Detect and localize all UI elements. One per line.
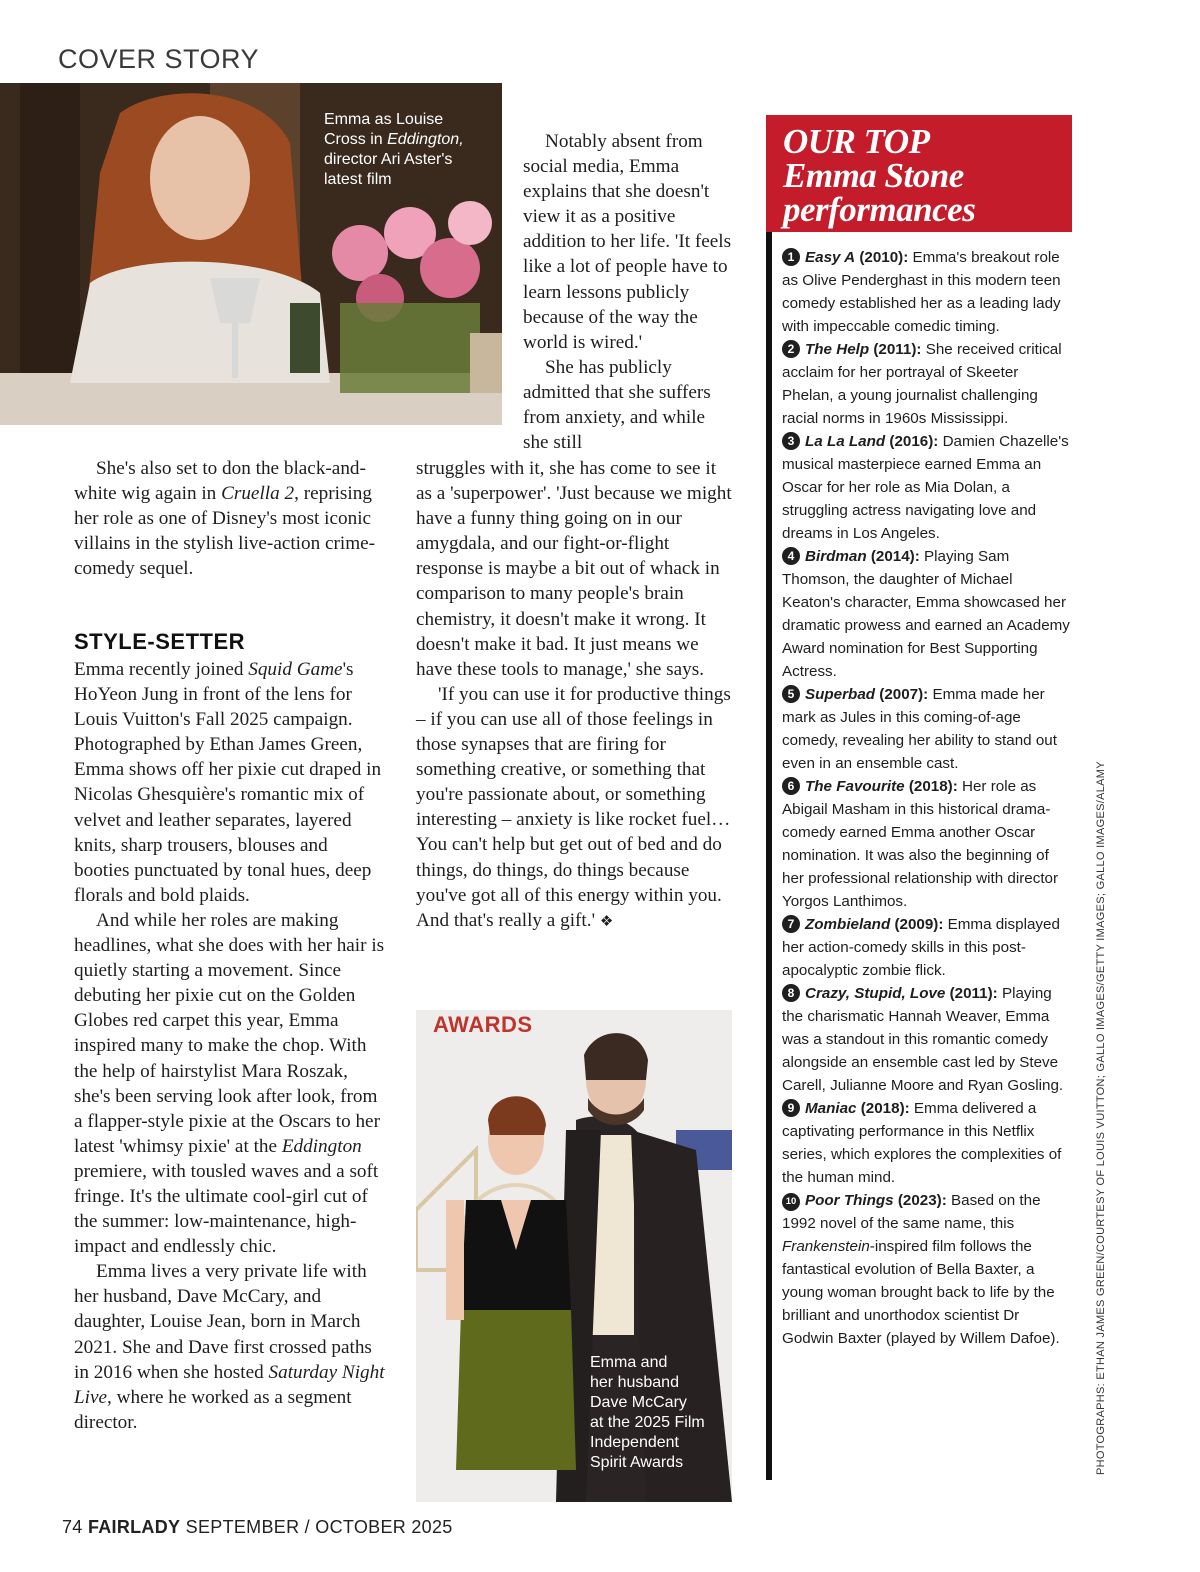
caption-line: at the 2025 Film [590,1414,705,1431]
item-text: Her role as Abigail Masham in this historical drama-comedy earned Emma another Oscar nomination. It was also the beginning of her professional relationship with director Yorgos Lanthimos. [782,778,1059,910]
article-column-b-top [523,129,735,455]
film-title: Easy A [805,249,856,266]
film-year: (2014): [866,548,920,565]
film-title: Birdman [805,548,867,565]
photo-credit: PHOTOGRAPHS: ETHAN JAMES GREEN/COURTESY OF LOUIS VUITTON; GALLO IMAGES/GETTY IMAGES; GALLO IMAGES/ALAMY [1095,761,1107,1475]
film-title: La La Land [805,433,886,450]
item-text: Emma's breakout role as Olive Penderghast in this modern teen comedy established her as a leading lady with impeccable comedic timing. [782,249,1061,335]
caption-film-title: Eddington, [387,131,464,148]
number-badge-icon: 10 [782,1193,800,1211]
sidebar-title-line: OUR TOP [783,122,930,161]
end-mark-icon: ❖ [599,911,614,930]
item-text: Damien Chazelle's musical masterpiece earned Emma an Oscar for her role as Mia Dolan, a struggling actress navigating love and dreams in Los Angeles. [782,433,1069,542]
caption-line: latest film [324,171,392,188]
film-title: Cruella 2 [221,483,295,505]
list-item [782,775,1074,913]
text: Emma lives a very private life with her husband, Dave McCary, and daughter, Louise Jean, born in March 2021. She and Dave first crossed paths in 2016 when she hosted [74,1261,372,1383]
film-year: (2018): [856,1100,910,1117]
item-text: Emma displayed her action-comedy skills in this post-apocalyptic zombie flick. [782,916,1060,979]
caption-line: her husband [590,1374,679,1391]
text: premiere, with tousled waves and a soft fringe. It's the ultimate cool-girl cut of the summer: low-maintenance, high-impact and endlessly chic. [74,1160,379,1258]
number-badge-icon: 2 [782,340,800,358]
film-year: (2011): [869,341,922,358]
sidebar-title [766,115,1072,232]
caption-line: Spirit Awards [590,1454,684,1471]
list-item [782,913,1074,982]
photo-top-caption [324,110,464,190]
page-footer [62,1517,453,1538]
paragraph [74,1259,386,1435]
sidebar-title-line: performances [783,190,976,229]
caption-line [324,130,464,150]
film-title: Crazy, Stupid, Love [805,985,946,1002]
text: She's also set to don the black-and-white wig again in [74,458,366,505]
film-year: (2018): [904,778,958,795]
list-item [782,338,1074,430]
list-item [782,430,1074,545]
film-year: (2023): [893,1192,947,1209]
sidebar-title-line: Emma Stone [783,156,964,195]
number-badge-icon: 7 [782,915,800,933]
film-year: (2007): [875,686,929,703]
list-item [782,1097,1074,1189]
paragraph [416,682,734,934]
number-badge-icon: 8 [782,984,800,1002]
list-item [782,982,1074,1097]
novel-title: Frankenstein [782,1238,870,1255]
paragraph [74,908,386,1259]
number-badge-icon: 5 [782,685,800,703]
item-text: Based on the 1992 novel of the same name, this [782,1192,1041,1232]
paragraph [74,456,386,581]
paragraph [74,657,386,908]
photo-bottom-caption [590,1353,705,1473]
caption-line: Emma and [590,1354,668,1371]
film-title: The Favourite [805,778,905,795]
show-title: Squid Game [248,659,343,680]
film-title: Zombieland [805,916,891,933]
caption-line: Dave McCary [590,1394,687,1411]
item-text: She received critical acclaim for her portrayal of Skeeter Phelan, a young journalist challenging racial norms in 1960s Mississippi. [782,341,1062,427]
magazine-name: FAIRLADY [87,1517,181,1537]
photo-emma-dave-awards [416,1010,732,1502]
text: Emma recently joined [74,659,249,680]
film-year: (2016): [885,433,939,450]
awards-sign: AWARDS [433,1012,533,1037]
film-title: Eddington [281,1135,362,1157]
item-text: Playing the charismatic Hannah Weaver, Emma was a standout in this romantic comedy alongside an ensemble cast led by Steve Carell, Julianne Moore and Ryan Gosling. [782,985,1064,1094]
paragraph: She has publicly admitted that she suffers from anxiety, and while she still [523,356,711,454]
article-column-a [74,456,386,581]
paragraph: struggles with it, she has come to see it as a 'superpower'. 'Just because we might have a funny thing going on in our amygdala, and our fight-or-flight response is maybe a bit out of whack in comparison to many people's brain chemistry, it doesn't make it wrong. It doesn't make it bad. It just means we have these tools to manage,' she says. [416,458,732,680]
page-number: 74 [62,1517,83,1537]
caption-line: Emma as Louise [324,111,444,128]
film-year: (2011): [945,985,998,1002]
subhead-style-setter: STYLE-SETTER [74,629,246,654]
film-title: Maniac [805,1100,857,1117]
list-item [782,1189,1074,1350]
list-item [782,246,1074,338]
number-badge-icon: 4 [782,547,800,565]
caption-line: Independent [590,1434,679,1451]
performances-list [782,246,1074,1350]
caption-text: Cross in [324,131,388,148]
film-year: (2009): [890,916,944,933]
text: , where he worked as a segment director. [74,1386,352,1433]
film-title: Superbad [805,686,876,703]
caption-line: director Ari Aster's [324,151,453,168]
section-label: COVER STORY [58,44,260,74]
text: 's HoYeon Jung in front of the lens for Louis Vuitton's Fall 2025 campaign. Photographed by Ethan James Green, Emma shows off her pixie cut draped in Nicolas Ghesquière's romantic mix of velvet and leather separates, layered knits, sharp trousers, blouses and booties punctuated by tonal hues, deep florals and bold plaids. [74,659,382,906]
film-title: Poor Things [805,1192,894,1209]
list-item [782,545,1074,683]
sidebar-rule [766,232,772,1480]
list-item [782,683,1074,775]
show-title: Saturday Night Live [74,1361,385,1408]
item-text: Emma delivered a captivating performance in this Netflix series, which explores the complexities of the human mind. [782,1100,1062,1186]
article-column-b [416,456,734,934]
number-badge-icon: 6 [782,777,800,795]
article-column-a-lower [74,657,386,1435]
item-text: -inspired film follows the fantastical evolution of Bella Baxter, a young woman brought back to life by the brilliant and unorthodox scientist Dr Godwin Baxter (played by Willem Dafoe). [782,1238,1060,1347]
text: 'If you can use it for productive things – if you can use all of those feelings in those synapses that are firing for something creative, or something that you're passionate about, or something interesting – anxiety is like rocket fuel… You can't help but get out of bed and do things, do things, do things because you've got all of this energy within you. And that's really a gift.' [416,683,731,931]
item-text: Playing Sam Thomson, the daughter of Michael Keaton's character, Emma showcased her dramatic prowess and earned an Academy Award nomination for Best Supporting Actress. [782,548,1070,680]
film-title: The Help [805,341,870,358]
number-badge-icon: 1 [782,248,800,266]
number-badge-icon: 3 [782,432,800,450]
text: , reprising her role as one of Disney's most iconic villains in the stylish live-action crime-comedy sequel. [74,483,376,580]
paragraph: Notably absent from social media, Emma explains that she doesn't view it as a positive addition to her life. 'It feels like a lot of people have to learn lessons publicly because of the way the world is wired.' [523,131,732,353]
photo-emma-eddington [0,83,502,425]
film-year: (2010): [855,249,909,266]
issue-date: SEPTEMBER / OCTOBER 2025 [185,1517,453,1537]
text: And while her roles are making headlines, what she does with her hair is quietly starting a movement. Since debuting her pixie cut on the Golden Globes red carpet this year, Emma inspired many to make the chop. With the help of hairstylist Mara Roszak, she's been serving look after look, from a flapper-style pixie at the Oscars to her latest 'whimsy pixie' at the [74,909,385,1157]
item-text: Emma made her mark as Jules in this coming-of-age comedy, revealing her ability to stand out even in an ensemble cast. [782,686,1057,772]
number-badge-icon: 9 [782,1099,800,1117]
